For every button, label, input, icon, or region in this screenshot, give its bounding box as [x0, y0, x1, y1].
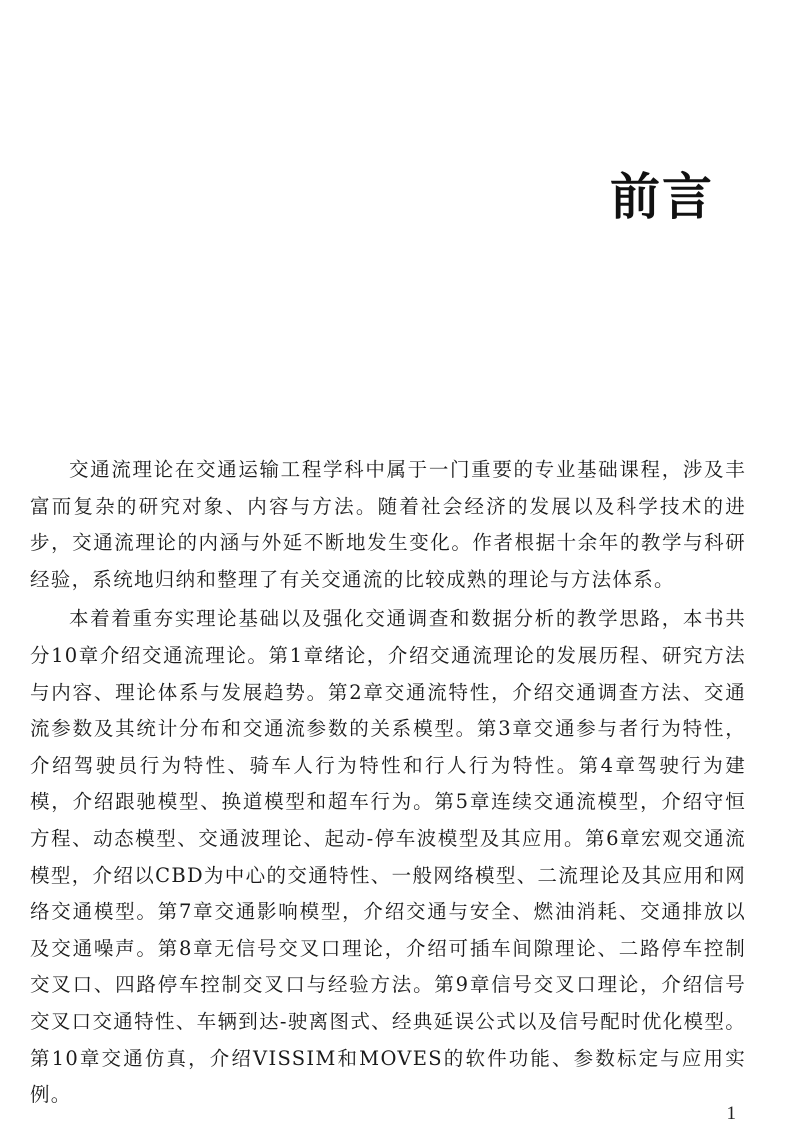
page-number: 1	[726, 1103, 736, 1124]
page-title: 前言	[610, 168, 714, 226]
paragraph-1: 交通流理论在交通运输工程学科中属于一门重要的专业基础课程，涉及丰富而复杂的研究对象、内容与方法。随着社会经济的发展以及科学技术的进步，交通流理论的内涵与外延不断地发生变化。作者根据十余年的教学与科研经验，系统地归纳和整理了有关交通流的比较成熟的理论与方法体系。	[30, 458, 746, 591]
paragraph-2: 本着着重夯实理论基础以及强化交通调查和数据分析的教学思路，本书共分10章介绍交通流理论。第1章绪论，介绍交通流理论的发展历程、研究方法与内容、理论体系与发展趋势。第2章交通流特性，介绍交通调查方法、交通流参数及其统计分布和交通流参数的关系模型。第3章交通参与者行为特性，介绍驾驶员行为特性、骑车人行为特性和行人行为特性。第4章驾驶行为建模，介绍跟驰模型、换道模型和超车行为。第5章连续交通流模型，介绍守恒方程、动态模型、交通波理论、起动-停车波模型及其应用。第6章宏观交通流模型，介绍以CBD为中心的交通特性、一般网络模型、二流理论及其应用和网络交通模型。第7章交通影响模型，介绍交通与安全、燃油消耗、交通排放以及交通噪声。第8章无信号交叉口理论，介绍可插车间隙理论、二路停车控制交叉口、四路停车控制交叉口与经验方法。第9章信号交叉口理论，介绍信号交叉口交通特性、车辆到达-驶离图式、经典延误公式以及信号配时优化模型。第10章交通仿真，介绍VISSIM和MOVES的软件功能、参数标定与应用实例。	[30, 607, 746, 1107]
preface-body	[30, 452, 746, 1117]
